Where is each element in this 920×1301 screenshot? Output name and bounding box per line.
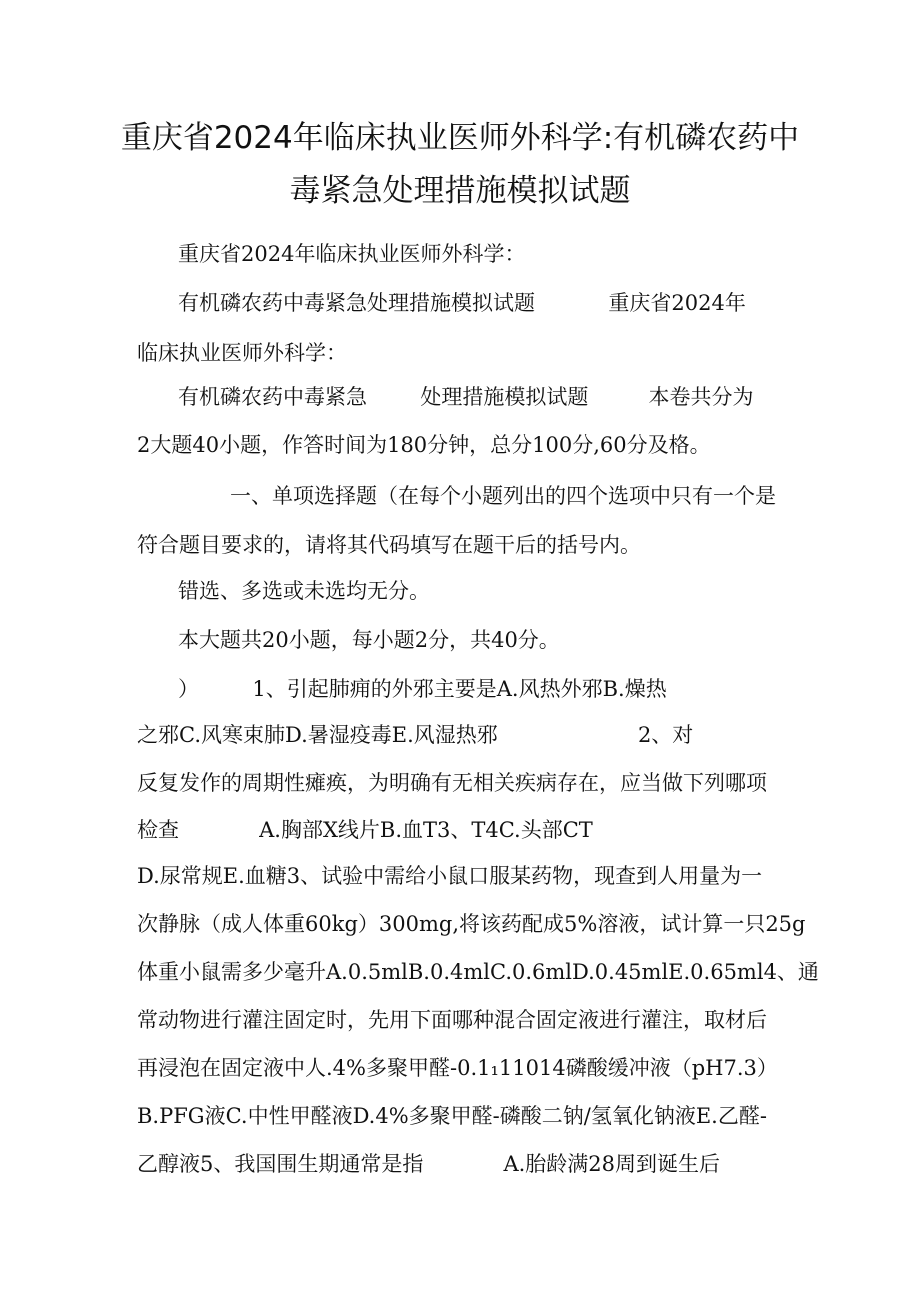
question-line: 乙醇液5、我国围生期通常是指 A.胎龄满28周到诞生后 bbox=[137, 1152, 721, 1176]
question-line: 检查 A.胸部X线片B.血T3、T4C.头部CT bbox=[137, 818, 593, 842]
title-line-2: 毒紧急处理措施模拟试题 bbox=[289, 173, 631, 209]
paragraph-line: 符合题目要求的，请将其代码填写在题干后的括号内。 bbox=[137, 533, 641, 557]
paragraph-line: 重庆省2024年临床执业医师外科学： bbox=[178, 242, 526, 266]
question-line: B.PFG液C.中性甲醛液D.4%多聚甲醛-磷酸二钠/氢氧化钠液E.乙醛- bbox=[137, 1104, 767, 1128]
question-line: 反复发作的周期性瘫痪，为明确有无相关疾病存在，应当做下列哪项 bbox=[137, 771, 767, 795]
paragraph-line: 有机磷农药中毒紧急 处理措施模拟试题 本卷共分为 bbox=[178, 385, 754, 409]
title-line-1: 重庆省2024年临床执业医师外科学:有机磷农药中 bbox=[120, 120, 800, 156]
question-line: 体重小鼠需多少毫升A.0.5mlB.0.4mlC.0.6mlD.0.45mlE.0.65ml4、通 bbox=[137, 960, 819, 984]
paragraph-line: 临床执业医师外科学： bbox=[137, 341, 347, 365]
question-line: ） 1、引起肺痈的外邪主要是A.风热外邪B.燥热 bbox=[178, 677, 667, 701]
question-line: 次静脉（成人体重60kg）300mg,将该药配成5%溶液，试计算一只25g bbox=[137, 912, 806, 936]
question-line: 再浸泡在固定液中人.4%多聚甲醛-0.1₁11014磷酸缓冲液（pH7.3） bbox=[137, 1056, 778, 1080]
paragraph-line: 错选、多选或未选均无分。 bbox=[178, 579, 430, 603]
question-line: 常动物进行灌注固定时，先用下面哪种混合固定液进行灌注，取材后 bbox=[137, 1008, 767, 1032]
paragraph-line: 一、单项选择题（在每个小题列出的四个选项中只有一个是 bbox=[230, 484, 776, 508]
paragraph-line: 有机磷农药中毒紧急处理措施模拟试题 重庆省2024年 bbox=[178, 291, 746, 315]
paragraph-line: 2大题40小题，作答时间为180分钟，总分100分,60分及格。 bbox=[137, 433, 711, 457]
question-line: D.尿常规E.血糖3、试验中需给小鼠口服某药物，现查到人用量为一 bbox=[137, 864, 763, 888]
question-line: 之邪C.风寒束肺D.暑湿疫毒E.风湿热邪 2、对 bbox=[137, 723, 694, 747]
paragraph-line: 本大题共20小题，每小题2分，共40分。 bbox=[178, 628, 560, 652]
